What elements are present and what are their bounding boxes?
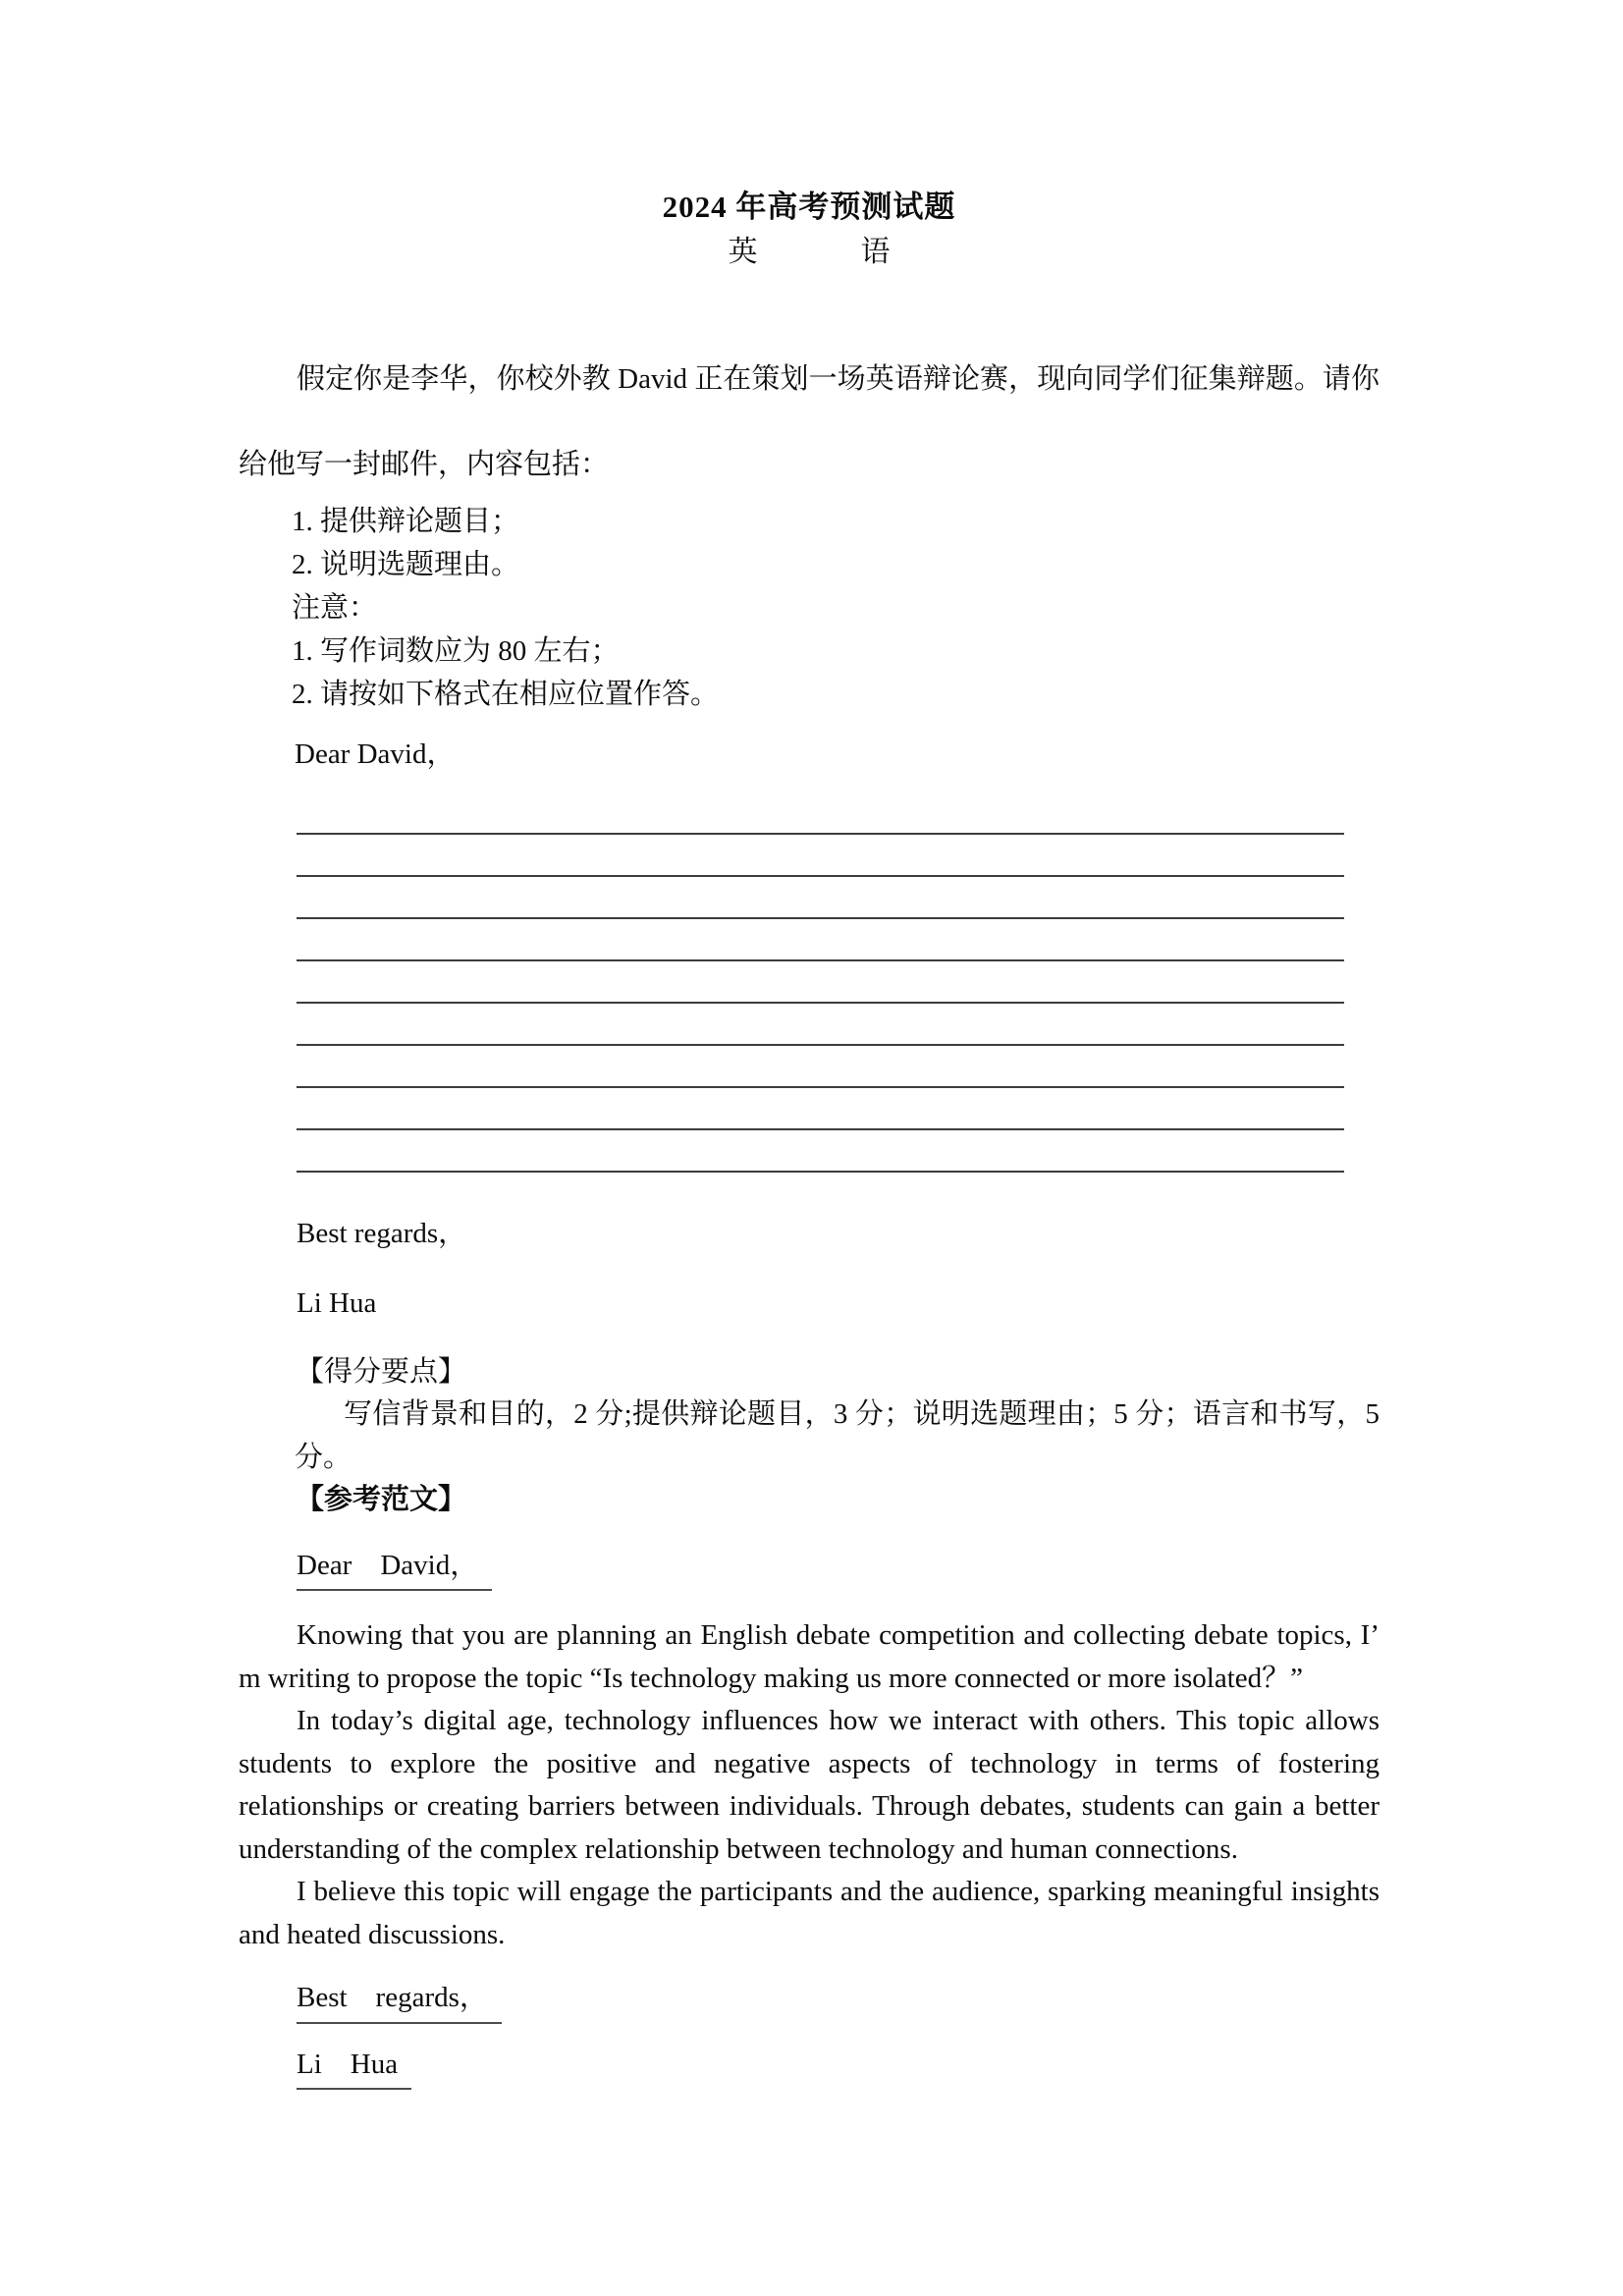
- scoring-header: 【得分要点】: [296, 1355, 467, 1388]
- scoring-line-1: 写信背景和目的，2 分;提供辩论题目，3 分；说明选题理由；5 分；语言和书写，5: [344, 1398, 1380, 1430]
- sample-closing-underlined-text: Best regards，: [297, 1977, 502, 2024]
- answer-line: [297, 1130, 1344, 1173]
- essay-line: students to explore the positive and negative aspects of technology in terms of fostering: [239, 1747, 1380, 1779]
- page-title: 2024 年高考预测试题: [662, 190, 956, 224]
- notes-label: 注意：: [292, 592, 378, 624]
- essay-line: m writing to propose the topic “Is technology making us more connected or more isolated？”: [239, 1662, 1304, 1694]
- answer-line: [297, 961, 1344, 1004]
- signature: Li Hua: [297, 1287, 377, 1319]
- scoring-line-2: 分。: [295, 1441, 352, 1473]
- essay-line: In today’s digital age, technology influences how we interact with others. This topic allows: [297, 1705, 1380, 1736]
- sample-salutation: [297, 1545, 1380, 1592]
- note-item-1: 1. 写作词数应为 80 左右；: [292, 635, 620, 667]
- salutation: Dear David，: [295, 738, 456, 770]
- answer-line: [297, 919, 1344, 961]
- sample-signature: [297, 2044, 1380, 2091]
- note-item-2: 2. 请按如下格式在相应位置作答。: [292, 679, 720, 710]
- essay-line: understanding of the complex relationship between technology and human connections.: [239, 1832, 1238, 1865]
- document-content: [239, 185, 1380, 2090]
- answer-line: [297, 877, 1344, 919]
- essay-line: relationships or creating barriers between individuals. Through debates, students can gain a better: [239, 1790, 1380, 1822]
- subject-char-2: 语: [860, 236, 891, 268]
- answer-line: [297, 835, 1344, 877]
- essay-line: and heated discussions.: [239, 1918, 506, 1950]
- answer-line: [297, 1088, 1344, 1130]
- prompt-intro-line-1: 假定你是李华，你校外教 David 正在策划一场英语辩论赛，现向同学们征集辩题。请你: [297, 363, 1380, 395]
- answer-lines: [239, 793, 1380, 1173]
- essay-line: I believe this topic will engage the participants and the audience, sparking meaningful insights: [297, 1876, 1380, 1907]
- requirement-item-2: 2. 说明选题理由。: [292, 549, 520, 580]
- sample-signature-underlined-text: Li Hua: [297, 2044, 411, 2091]
- prompt-intro-line-2: 给他写一封邮件，内容包括：: [239, 448, 610, 480]
- sample-salutation-underlined-text: Dear David，: [297, 1545, 492, 1592]
- answer-line: [297, 1004, 1344, 1046]
- sample-header: 【参考范文】: [296, 1484, 467, 1515]
- requirement-item-1: 1. 提供辩论题目；: [292, 506, 520, 537]
- answer-line: [297, 793, 1344, 835]
- answer-line: [297, 1046, 1344, 1088]
- closing: Best regards，: [297, 1217, 467, 1249]
- essay-line: Knowing that you are planning an English debate competition and collecting debate topics, I’: [297, 1619, 1380, 1651]
- subject-title: [239, 230, 1380, 275]
- subject-char-1: 英: [728, 236, 758, 268]
- sample-closing: [297, 1977, 1380, 2024]
